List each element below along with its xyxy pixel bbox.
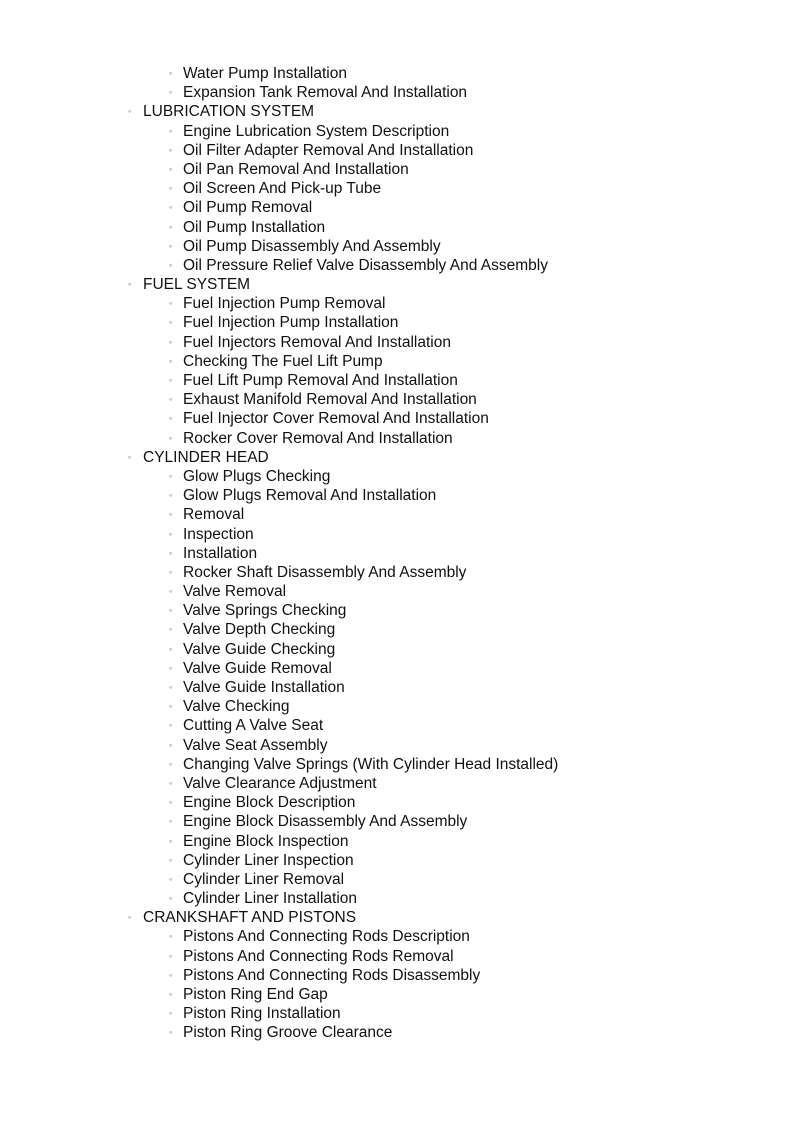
bullet-icon: ◦ bbox=[169, 931, 173, 942]
bullet-icon: ◦ bbox=[169, 1027, 173, 1038]
list-item bbox=[0, 832, 794, 851]
bullet-icon: ◦ bbox=[169, 470, 173, 481]
bullet-icon: ◦ bbox=[169, 797, 173, 808]
list-item-text: Expansion Tank Removal And Installation bbox=[183, 84, 468, 102]
list-item-text: Glow Plugs Checking bbox=[183, 467, 331, 485]
bullet-icon: ◦ bbox=[169, 969, 173, 980]
list-item bbox=[0, 620, 794, 639]
bullet-icon: ◦ bbox=[169, 605, 173, 616]
list-item-text: Fuel Injection Pump Installation bbox=[183, 314, 399, 332]
list-item bbox=[0, 659, 794, 678]
list-item bbox=[0, 122, 794, 141]
list-item bbox=[0, 409, 794, 428]
list-item bbox=[0, 544, 794, 563]
list-item-text: Glow Plugs Removal And Installation bbox=[183, 487, 437, 505]
list-item bbox=[0, 582, 794, 601]
list-item bbox=[0, 83, 794, 102]
bullet-icon: ◦ bbox=[169, 835, 173, 846]
list-item-text: Removal bbox=[183, 506, 245, 524]
bullet-icon: ◦ bbox=[169, 163, 173, 174]
bullet-icon: ◦ bbox=[169, 298, 173, 309]
list-item-text: Valve Springs Checking bbox=[183, 602, 347, 620]
list-item-text: Cylinder Liner Inspection bbox=[183, 851, 354, 869]
bullet-icon: ◦ bbox=[169, 566, 173, 577]
bullet-icon: ◦ bbox=[169, 701, 173, 712]
bullet-icon: ◦ bbox=[169, 586, 173, 597]
section-heading bbox=[0, 102, 794, 121]
bullet-icon: ◦ bbox=[169, 144, 173, 155]
list-item-text: Fuel Injectors Removal And Installation bbox=[183, 333, 451, 351]
list-item-text: Oil Pump Installation bbox=[183, 218, 326, 236]
list-item bbox=[0, 697, 794, 716]
bullet-icon: ◦ bbox=[169, 202, 173, 213]
list-item bbox=[0, 716, 794, 735]
bullet-icon: ◦ bbox=[169, 950, 173, 961]
list-item-text: Installation bbox=[183, 544, 258, 562]
list-item bbox=[0, 390, 794, 409]
list-item bbox=[0, 851, 794, 870]
list-item-text: Piston Ring Groove Clearance bbox=[183, 1024, 393, 1042]
list-item-text: Pistons And Connecting Rods Disassembly bbox=[183, 966, 481, 984]
bullet-icon: ◦ bbox=[169, 375, 173, 385]
list-item bbox=[0, 870, 794, 889]
list-item-text: Changing Valve Springs (With Cylinder Head Installed) bbox=[183, 755, 559, 773]
bullet-icon: ◦ bbox=[169, 221, 173, 232]
bullet-icon: ◦ bbox=[169, 490, 173, 501]
bullet-icon: ◦ bbox=[128, 279, 132, 290]
list-item-text: Inspection bbox=[183, 525, 254, 543]
bullet-icon: ◦ bbox=[169, 509, 173, 520]
list-item bbox=[0, 525, 794, 544]
list-item bbox=[0, 141, 794, 160]
list-item bbox=[0, 774, 794, 793]
bullet-icon: ◦ bbox=[169, 720, 173, 731]
list-item bbox=[0, 237, 794, 256]
bullet-icon: ◦ bbox=[169, 777, 173, 788]
list-item-text: Pistons And Connecting Rods Removal bbox=[183, 947, 454, 965]
list-item-text: Rocker Shaft Disassembly And Assembly bbox=[183, 563, 467, 581]
bullet-icon: ◦ bbox=[169, 1008, 173, 1019]
list-item-text: Cutting A Valve Seat bbox=[183, 717, 324, 735]
list-item bbox=[0, 640, 794, 659]
bullet-icon: ◦ bbox=[169, 682, 173, 692]
bullet-icon: ◦ bbox=[169, 816, 173, 827]
bullet-icon: ◦ bbox=[169, 432, 173, 443]
list-item-text: Engine Block Inspection bbox=[183, 832, 349, 850]
bullet-icon: ◦ bbox=[169, 317, 173, 328]
list-item bbox=[0, 1023, 794, 1042]
list-item bbox=[0, 985, 794, 1004]
bullet-icon: ◦ bbox=[169, 336, 173, 347]
list-item-text: Valve Checking bbox=[183, 698, 290, 716]
section-heading bbox=[0, 448, 794, 467]
list-item-text: Valve Guide Removal bbox=[183, 659, 332, 677]
list-item-text: Valve Clearance Adjustment bbox=[183, 774, 377, 792]
section-heading-text: LUBRICATION SYSTEM bbox=[143, 103, 315, 121]
list-item bbox=[0, 486, 794, 505]
bullet-icon: ◦ bbox=[169, 989, 173, 999]
section-heading-text: CYLINDER HEAD bbox=[143, 448, 269, 466]
list-item-text: Fuel Injection Pump Removal bbox=[183, 295, 386, 313]
list-item bbox=[0, 947, 794, 966]
list-item bbox=[0, 294, 794, 313]
list-item-text: Valve Depth Checking bbox=[183, 621, 336, 639]
list-item-text: Piston Ring End Gap bbox=[183, 986, 328, 1003]
list-item-text: Valve Seat Assembly bbox=[183, 736, 328, 754]
list-item bbox=[0, 371, 794, 390]
list-item-text: Engine Block Description bbox=[183, 794, 356, 812]
list-item bbox=[0, 313, 794, 332]
list-item-text: Fuel Injector Cover Removal And Installation bbox=[183, 410, 489, 428]
list-item bbox=[0, 429, 794, 448]
list-item-text: Valve Removal bbox=[183, 583, 287, 601]
list-item bbox=[0, 678, 794, 697]
list-item bbox=[0, 755, 794, 774]
list-item bbox=[0, 333, 794, 352]
bullet-icon: ◦ bbox=[169, 624, 173, 635]
list-item bbox=[0, 966, 794, 985]
bullet-icon: ◦ bbox=[169, 355, 173, 366]
list-item-text: Oil Pan Removal And Installation bbox=[183, 160, 409, 178]
list-item bbox=[0, 927, 794, 946]
list-item bbox=[0, 218, 794, 237]
list-item-text: Piston Ring Installation bbox=[183, 1005, 341, 1023]
list-item bbox=[0, 160, 794, 179]
list-item-text: Cylinder Liner Removal bbox=[183, 870, 345, 888]
bullet-icon: ◦ bbox=[169, 413, 173, 424]
bullet-icon: ◦ bbox=[169, 893, 173, 904]
bullet-icon: ◦ bbox=[169, 125, 173, 136]
list-item-text: Oil Screen And Pick-up Tube bbox=[183, 180, 382, 198]
bullet-icon: ◦ bbox=[169, 528, 173, 539]
list-item-text: Pistons And Connecting Rods Description bbox=[183, 928, 470, 946]
list-item bbox=[0, 1004, 794, 1023]
bullet-icon: ◦ bbox=[169, 547, 173, 558]
bullet-icon: ◦ bbox=[169, 739, 173, 750]
bullet-icon: ◦ bbox=[169, 873, 173, 884]
list-item-text: Oil Filter Adapter Removal And Installation bbox=[183, 141, 474, 159]
list-item-text: Oil Pressure Relief Valve Disassembly And Assembly bbox=[183, 256, 548, 274]
list-item bbox=[0, 352, 794, 371]
list-item bbox=[0, 505, 794, 524]
list-item-text: Checking The Fuel Lift Pump bbox=[183, 352, 383, 370]
list-item-text: Valve Guide Checking bbox=[183, 640, 336, 658]
section-heading-text: CRANKSHAFT AND PISTONS bbox=[143, 909, 357, 927]
list-item bbox=[0, 793, 794, 812]
list-item-text: Oil Pump Removal bbox=[183, 199, 313, 217]
list-item-text: Exhaust Manifold Removal And Installation bbox=[183, 391, 477, 409]
list-item bbox=[0, 198, 794, 217]
bullet-icon: ◦ bbox=[169, 643, 173, 654]
list-item bbox=[0, 64, 794, 83]
bullet-icon: ◦ bbox=[128, 451, 132, 462]
bullet-icon: ◦ bbox=[169, 394, 173, 405]
bullet-icon: ◦ bbox=[169, 854, 173, 865]
bullet-icon: ◦ bbox=[169, 662, 173, 673]
bullet-icon: ◦ bbox=[169, 87, 173, 98]
bullet-icon: ◦ bbox=[169, 240, 173, 251]
section-heading bbox=[0, 908, 794, 927]
list-item bbox=[0, 889, 794, 908]
list-item bbox=[0, 812, 794, 831]
list-item bbox=[0, 601, 794, 620]
list-item-text: Valve Guide Installation bbox=[183, 679, 345, 696]
bullet-icon: ◦ bbox=[128, 912, 132, 923]
bullet-icon: ◦ bbox=[169, 259, 173, 270]
list-item bbox=[0, 736, 794, 755]
section-heading-text: FUEL SYSTEM bbox=[143, 276, 251, 294]
list-item-text: Engine Block Disassembly And Assembly bbox=[183, 813, 468, 831]
list-item bbox=[0, 179, 794, 198]
list-item-text: Engine Lubrication System Description bbox=[183, 122, 450, 140]
bullet-icon: ◦ bbox=[128, 106, 132, 117]
list-item-text: Fuel Lift Pump Removal And Installation bbox=[183, 372, 458, 389]
bullet-icon: ◦ bbox=[169, 183, 173, 194]
list-item bbox=[0, 467, 794, 486]
table-of-contents bbox=[0, 64, 794, 1043]
bullet-icon: ◦ bbox=[169, 758, 173, 769]
section-heading bbox=[0, 275, 794, 294]
list-item-text: Oil Pump Disassembly And Assembly bbox=[183, 237, 441, 255]
list-item bbox=[0, 563, 794, 582]
bullet-icon: ◦ bbox=[169, 68, 173, 78]
list-item-text: Rocker Cover Removal And Installation bbox=[183, 429, 453, 447]
list-item-text: Water Pump Installation bbox=[183, 65, 347, 82]
list-item bbox=[0, 256, 794, 275]
list-item-text: Cylinder Liner Installation bbox=[183, 890, 358, 908]
